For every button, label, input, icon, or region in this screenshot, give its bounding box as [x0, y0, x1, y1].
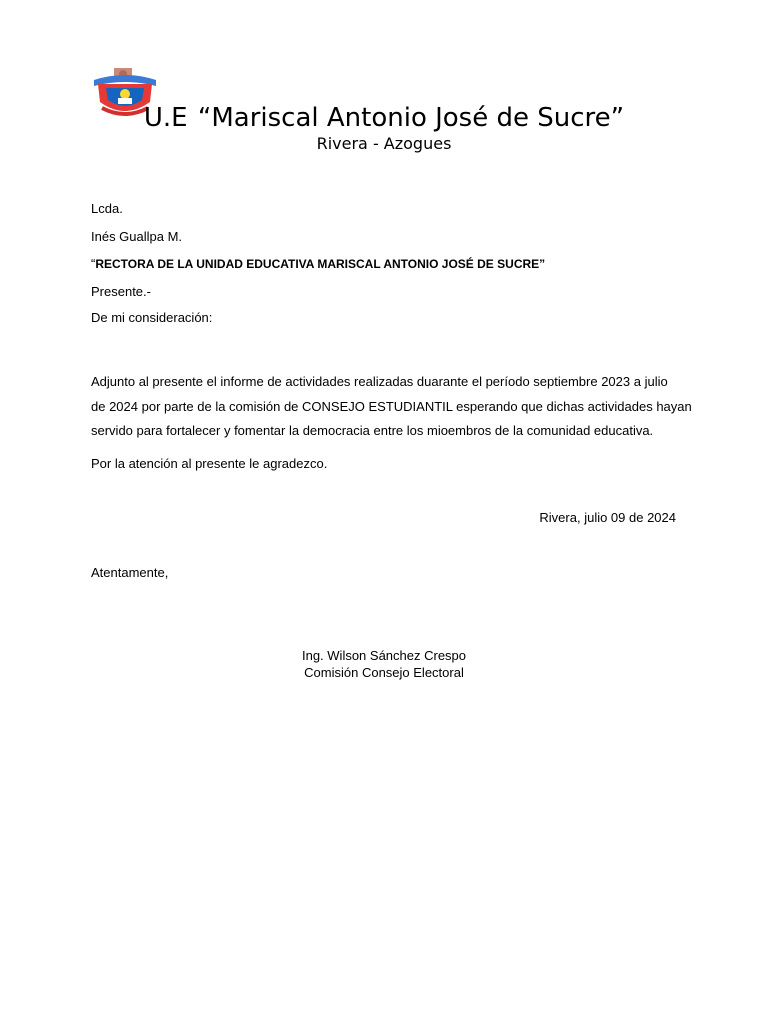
recipient-role-text: RECTORA DE LA UNIDAD EDUCATIVA MARISCAL ANTONIO JOSÉ DE SUCRE”	[95, 257, 546, 271]
recipient-role	[91, 255, 545, 273]
school-title-text: “Mariscal Antonio José de Sucre”	[197, 103, 625, 133]
presente-line: Presente.-	[91, 284, 151, 299]
school-title-prefix: U.E	[143, 103, 188, 133]
greeting-line: De mi consideración:	[91, 310, 213, 325]
recipient-name: Inés Guallpa M.	[91, 229, 183, 244]
school-location: Rivera - Azogues	[316, 134, 452, 153]
body-line: de 2024 por parte de la comisión de CONSEJO ESTUDIANTIL esperando que dichas actividades hayan	[91, 398, 692, 414]
thanks-line: Por la atención al presente le agradezco.	[91, 456, 328, 471]
signer-role: Comisión Consejo Electoral	[304, 665, 464, 680]
place-date: Rivera, julio 09 de 2024	[539, 510, 676, 525]
salutation-title: Lcda.	[91, 201, 123, 216]
letter-body	[91, 370, 692, 444]
signer-name: Ing. Wilson Sánchez Crespo	[301, 648, 467, 663]
body-line: Adjunto al presente el informe de actividades realizadas duarante el período septiembre 2023 a julio	[91, 374, 668, 389]
body-line: servido para fortalecer y fomentar la democracia entre los mioembros de la comunidad educativa.	[91, 423, 654, 438]
school-title	[0, 100, 768, 136]
recipient-role-quote: “	[91, 256, 96, 271]
closing-line: Atentamente,	[91, 565, 169, 580]
